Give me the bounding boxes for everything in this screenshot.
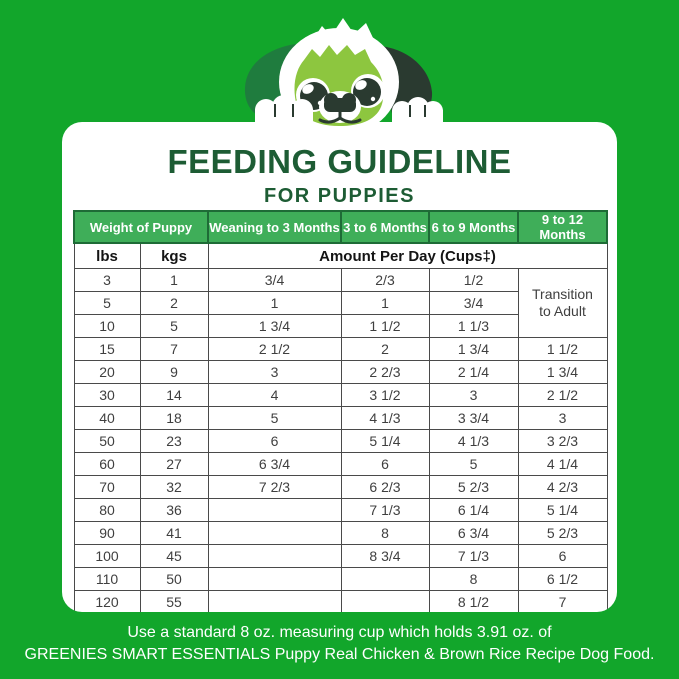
table-row — [74, 384, 607, 407]
amount-cell: 6 2/3 — [341, 476, 429, 499]
amount-cell: 2 — [341, 338, 429, 361]
amount-cell: 5 — [208, 407, 341, 430]
amount-cell: 4 1/3 — [429, 430, 518, 453]
kgs-cell: 41 — [140, 522, 208, 545]
amount-cell: 6 1/2 — [518, 568, 607, 591]
amount-cell: 3/4 — [208, 269, 341, 292]
kgs-cell: 2 — [140, 292, 208, 315]
amount-cell: 8 1/2 — [429, 591, 518, 613]
amount-cell: 1/2 — [429, 269, 518, 292]
amount-cell: 7 1/3 — [341, 499, 429, 522]
kgs-cell: 55 — [140, 591, 208, 613]
table-row — [74, 476, 607, 499]
lbs-cell: 30 — [74, 384, 140, 407]
amount-cell: 3 — [518, 407, 607, 430]
amount-cell: 4 — [208, 384, 341, 407]
amount-cell: 1 3/4 — [208, 315, 341, 338]
lbs-cell: 70 — [74, 476, 140, 499]
amount-cell: 5 — [429, 453, 518, 476]
amount-cell: 6 — [341, 453, 429, 476]
table-row — [74, 430, 607, 453]
lbs-cell: 110 — [74, 568, 140, 591]
amount-cell: 1 1/3 — [429, 315, 518, 338]
page-title: FEEDING GUIDELINE — [167, 143, 512, 180]
lbs-cell: 90 — [74, 522, 140, 545]
amount-cell: 5 2/3 — [518, 522, 607, 545]
amount-cell: 7 2/3 — [208, 476, 341, 499]
amount-cell: 7 — [518, 591, 607, 613]
table-row — [74, 407, 607, 430]
amount-cell: 2 1/4 — [429, 361, 518, 384]
amount-cell: 3 1/2 — [341, 384, 429, 407]
amount-cell: 3/4 — [429, 292, 518, 315]
lbs-cell: 10 — [74, 315, 140, 338]
amount-cell: 8 3/4 — [341, 545, 429, 568]
header-weight-of-puppy: Weight of Puppy — [74, 211, 208, 243]
amount-cell: 3 2/3 — [518, 430, 607, 453]
kgs-cell: 32 — [140, 476, 208, 499]
amount-cell — [208, 522, 341, 545]
kgs-cell: 23 — [140, 430, 208, 453]
amount-cell: 6 — [518, 545, 607, 568]
header-kgs: kgs — [140, 243, 208, 269]
amount-cell: 6 3/4 — [429, 522, 518, 545]
lbs-cell: 20 — [74, 361, 140, 384]
amount-cell: 4 2/3 — [518, 476, 607, 499]
transition-to-adult-cell: Transition to Adult — [518, 269, 607, 338]
amount-cell — [208, 499, 341, 522]
table-row — [74, 453, 607, 476]
amount-cell: 5 1/4 — [341, 430, 429, 453]
amount-cell: 1 1/2 — [518, 338, 607, 361]
kgs-cell: 36 — [140, 499, 208, 522]
amount-cell: 4 1/3 — [341, 407, 429, 430]
header-9-to-12-months: 9 to 12 Months — [518, 211, 607, 243]
amount-cell: 4 1/4 — [518, 453, 607, 476]
amount-cell: 2/3 — [341, 269, 429, 292]
footnote-line-1: Use a standard 8 oz. measuring cup which holds 3.91 oz. of — [127, 624, 552, 641]
amount-cell: 1 3/4 — [429, 338, 518, 361]
amount-cell: 2 2/3 — [341, 361, 429, 384]
amount-cell: 5 1/4 — [518, 499, 607, 522]
table-row — [74, 499, 607, 522]
table-row — [74, 361, 607, 384]
lbs-cell: 3 — [74, 269, 140, 292]
header-6-to-9-months: 6 to 9 Months — [429, 211, 518, 243]
kgs-cell: 45 — [140, 545, 208, 568]
amount-cell — [341, 591, 429, 613]
kgs-cell: 5 — [140, 315, 208, 338]
puppy-left-paw — [255, 95, 313, 126]
amount-cell: 1 — [208, 292, 341, 315]
table-row — [74, 545, 607, 568]
lbs-cell: 40 — [74, 407, 140, 430]
amount-cell: 3 — [429, 384, 518, 407]
amount-cell: 6 — [208, 430, 341, 453]
puppy-right-paw — [392, 97, 443, 126]
table-header-row — [74, 211, 607, 243]
amount-cell: 1 3/4 — [518, 361, 607, 384]
table-body — [74, 269, 607, 613]
kgs-cell: 9 — [140, 361, 208, 384]
header-weaning-to-3-months: Weaning to 3 Months — [208, 211, 341, 243]
amount-cell: 8 — [341, 522, 429, 545]
footnote-line-2: GREENIES SMART ESSENTIALS Puppy Real Chicken & Brown Rice Recipe Dog Food. — [24, 646, 655, 663]
feeding-guideline-card — [62, 122, 617, 612]
kgs-cell: 1 — [140, 269, 208, 292]
header-lbs: lbs — [74, 243, 140, 269]
table-row — [74, 522, 607, 545]
kgs-cell: 27 — [140, 453, 208, 476]
amount-cell — [341, 568, 429, 591]
amount-cell: 8 — [429, 568, 518, 591]
amount-cell: 2 1/2 — [518, 384, 607, 407]
amount-cell: 6 3/4 — [208, 453, 341, 476]
amount-cell: 3 3/4 — [429, 407, 518, 430]
puppy-icon — [232, 14, 450, 126]
header-3-to-6-months: 3 to 6 Months — [341, 211, 429, 243]
amount-cell: 5 2/3 — [429, 476, 518, 499]
lbs-cell: 5 — [74, 292, 140, 315]
kgs-cell: 14 — [140, 384, 208, 407]
table-row — [74, 338, 607, 361]
amount-cell — [208, 568, 341, 591]
amount-cell: 6 1/4 — [429, 499, 518, 522]
lbs-cell: 80 — [74, 499, 140, 522]
lbs-cell: 15 — [74, 338, 140, 361]
feeding-table — [73, 210, 608, 612]
table-row — [74, 568, 607, 591]
lbs-cell: 120 — [74, 591, 140, 613]
kgs-cell: 7 — [140, 338, 208, 361]
table-row — [74, 269, 607, 292]
lbs-cell: 50 — [74, 430, 140, 453]
amount-cell: 2 1/2 — [208, 338, 341, 361]
amount-cell: 1 1/2 — [341, 315, 429, 338]
amount-cell: 3 — [208, 361, 341, 384]
footnote — [0, 622, 679, 666]
amount-cell — [208, 591, 341, 613]
table-unit-row — [74, 243, 607, 269]
amount-cell: 7 1/3 — [429, 545, 518, 568]
amount-cell — [208, 545, 341, 568]
lbs-cell: 100 — [74, 545, 140, 568]
kgs-cell: 50 — [140, 568, 208, 591]
header-amount-per-day: Amount Per Day (Cups‡) — [208, 243, 607, 269]
table-row — [74, 591, 607, 613]
kgs-cell: 18 — [140, 407, 208, 430]
amount-cell: 1 — [341, 292, 429, 315]
lbs-cell: 60 — [74, 453, 140, 476]
page-subtitle: FOR PUPPIES — [264, 185, 415, 207]
